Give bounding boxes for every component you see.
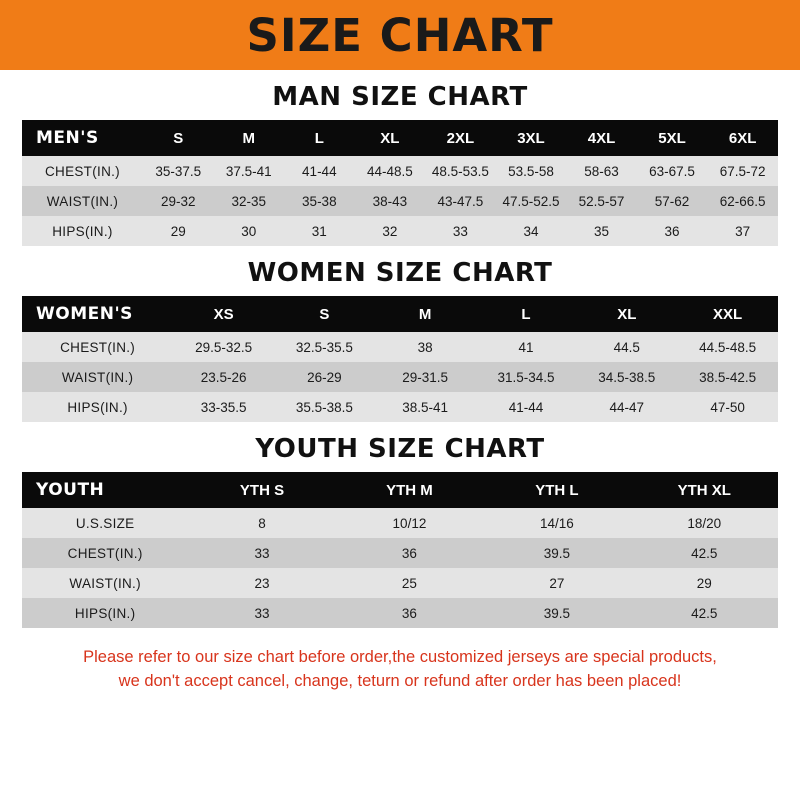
table-cell: 42.5 bbox=[631, 538, 778, 568]
table-cell: 31 bbox=[284, 216, 355, 246]
table-cell: 26-29 bbox=[274, 362, 375, 392]
table-header-row bbox=[22, 472, 778, 508]
table-cell: 44.5 bbox=[576, 332, 677, 362]
row-label: HIPS(IN.) bbox=[22, 392, 173, 422]
table-row bbox=[22, 332, 778, 362]
table-cell: 32-35 bbox=[214, 186, 285, 216]
table-cell: 39.5 bbox=[483, 538, 630, 568]
column-header: MEN'S bbox=[22, 120, 143, 156]
column-header: 5XL bbox=[637, 120, 708, 156]
table-cell: 35 bbox=[566, 216, 637, 246]
table-cell: 44-47 bbox=[576, 392, 677, 422]
youth-size-table bbox=[22, 472, 778, 628]
table-cell: 38-43 bbox=[355, 186, 426, 216]
section-title-men: MAN SIZE CHART bbox=[272, 82, 528, 112]
header-band bbox=[0, 0, 800, 70]
table-cell: 29-31.5 bbox=[375, 362, 476, 392]
table-cell: 41-44 bbox=[284, 156, 355, 186]
table-cell: 33 bbox=[188, 538, 335, 568]
footer-note bbox=[22, 646, 778, 694]
column-header: L bbox=[476, 296, 577, 332]
table-row bbox=[22, 392, 778, 422]
table-cell: 27 bbox=[483, 568, 630, 598]
table-cell: 29 bbox=[143, 216, 214, 246]
table-cell: 47.5-52.5 bbox=[496, 186, 567, 216]
row-label: WAIST(IN.) bbox=[22, 362, 173, 392]
table-row bbox=[22, 362, 778, 392]
column-header: YTH S bbox=[188, 472, 335, 508]
table-cell: 29.5-32.5 bbox=[173, 332, 274, 362]
table-cell: 10/12 bbox=[336, 508, 483, 538]
table-cell: 33 bbox=[188, 598, 335, 628]
table-row bbox=[22, 568, 778, 598]
row-label: CHEST(IN.) bbox=[22, 156, 143, 186]
table-cell: 47-50 bbox=[677, 392, 778, 422]
column-header: 2XL bbox=[425, 120, 496, 156]
table-cell: 29 bbox=[631, 568, 778, 598]
table-cell: 8 bbox=[188, 508, 335, 538]
table-row bbox=[22, 598, 778, 628]
column-header: XL bbox=[355, 120, 426, 156]
footer-line-1: Please refer to our size chart before order,the customized jerseys are special products, bbox=[83, 648, 717, 666]
row-label: CHEST(IN.) bbox=[22, 538, 188, 568]
table-cell: 41 bbox=[476, 332, 577, 362]
column-header: YTH XL bbox=[631, 472, 778, 508]
table-row bbox=[22, 508, 778, 538]
table-cell: 33-35.5 bbox=[173, 392, 274, 422]
men-size-table bbox=[22, 120, 778, 246]
table-cell: 34 bbox=[496, 216, 567, 246]
row-label: U.S.SIZE bbox=[22, 508, 188, 538]
table-cell: 37 bbox=[707, 216, 778, 246]
column-header: S bbox=[274, 296, 375, 332]
table-cell: 23.5-26 bbox=[173, 362, 274, 392]
table-cell: 44-48.5 bbox=[355, 156, 426, 186]
table-cell: 53.5-58 bbox=[496, 156, 567, 186]
table-cell: 32.5-35.5 bbox=[274, 332, 375, 362]
table-header-row bbox=[22, 120, 778, 156]
table-cell: 62-66.5 bbox=[707, 186, 778, 216]
column-header: XXL bbox=[677, 296, 778, 332]
row-label: HIPS(IN.) bbox=[22, 598, 188, 628]
table-cell: 39.5 bbox=[483, 598, 630, 628]
table-cell: 30 bbox=[214, 216, 285, 246]
table-cell: 14/16 bbox=[483, 508, 630, 538]
column-header: YTH M bbox=[336, 472, 483, 508]
row-label: WAIST(IN.) bbox=[22, 568, 188, 598]
table-cell: 43-47.5 bbox=[425, 186, 496, 216]
table-cell: 42.5 bbox=[631, 598, 778, 628]
table-cell: 35-37.5 bbox=[143, 156, 214, 186]
column-header: M bbox=[375, 296, 476, 332]
table-row bbox=[22, 186, 778, 216]
section-title-women: WOMEN SIZE CHART bbox=[247, 258, 553, 288]
column-header: WOMEN'S bbox=[22, 296, 173, 332]
table-row bbox=[22, 538, 778, 568]
column-header: M bbox=[214, 120, 285, 156]
row-label: HIPS(IN.) bbox=[22, 216, 143, 246]
column-header: YOUTH bbox=[22, 472, 188, 508]
table-row bbox=[22, 216, 778, 246]
column-header: YTH L bbox=[483, 472, 630, 508]
table-cell: 38.5-41 bbox=[375, 392, 476, 422]
table-cell: 31.5-34.5 bbox=[476, 362, 577, 392]
table-cell: 52.5-57 bbox=[566, 186, 637, 216]
table-cell: 36 bbox=[336, 598, 483, 628]
footer-line-2: we don't accept cancel, change, teturn or refund after order has been placed! bbox=[118, 671, 682, 690]
table-cell: 25 bbox=[336, 568, 483, 598]
table-cell: 44.5-48.5 bbox=[677, 332, 778, 362]
table-cell: 35-38 bbox=[284, 186, 355, 216]
table-cell: 57-62 bbox=[637, 186, 708, 216]
row-label: WAIST(IN.) bbox=[22, 186, 143, 216]
table-cell: 33 bbox=[425, 216, 496, 246]
table-cell: 41-44 bbox=[476, 392, 577, 422]
table-cell: 23 bbox=[188, 568, 335, 598]
section-title-youth: YOUTH SIZE CHART bbox=[255, 434, 545, 464]
table-cell: 48.5-53.5 bbox=[425, 156, 496, 186]
column-header: 6XL bbox=[707, 120, 778, 156]
table-row bbox=[22, 156, 778, 186]
table-cell: 35.5-38.5 bbox=[274, 392, 375, 422]
table-cell: 58-63 bbox=[566, 156, 637, 186]
table-cell: 63-67.5 bbox=[637, 156, 708, 186]
women-size-table bbox=[22, 296, 778, 422]
column-header: XL bbox=[576, 296, 677, 332]
table-cell: 37.5-41 bbox=[214, 156, 285, 186]
column-header: S bbox=[143, 120, 214, 156]
table-cell: 38.5-42.5 bbox=[677, 362, 778, 392]
table-cell: 18/20 bbox=[631, 508, 778, 538]
column-header: 3XL bbox=[496, 120, 567, 156]
table-cell: 36 bbox=[637, 216, 708, 246]
table-cell: 34.5-38.5 bbox=[576, 362, 677, 392]
column-header: XS bbox=[173, 296, 274, 332]
row-label: CHEST(IN.) bbox=[22, 332, 173, 362]
table-cell: 32 bbox=[355, 216, 426, 246]
table-cell: 36 bbox=[336, 538, 483, 568]
table-header-row bbox=[22, 296, 778, 332]
page-title: SIZE CHART bbox=[246, 8, 554, 62]
column-header: L bbox=[284, 120, 355, 156]
table-cell: 29-32 bbox=[143, 186, 214, 216]
table-cell: 38 bbox=[375, 332, 476, 362]
column-header: 4XL bbox=[566, 120, 637, 156]
table-cell: 67.5-72 bbox=[707, 156, 778, 186]
content-area bbox=[0, 82, 800, 694]
